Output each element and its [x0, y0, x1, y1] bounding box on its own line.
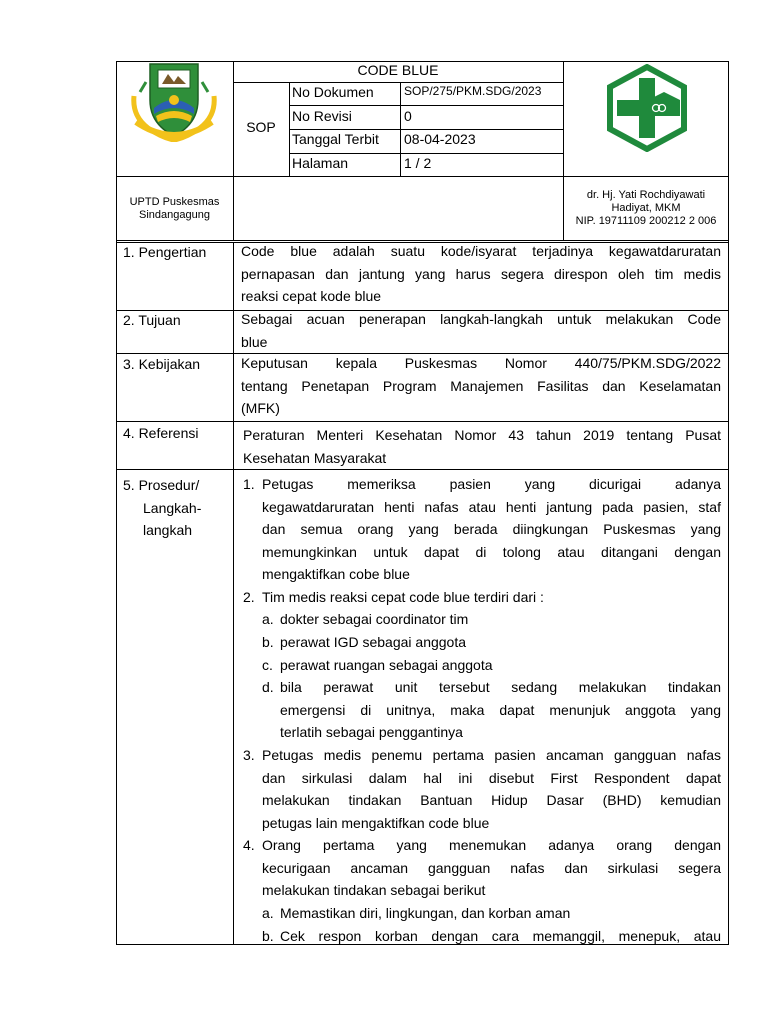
step-2d-text: bila perawat unit tersebut sedang melakukan tindakan emergensi di unitnya, maka dapat menunjuk anggota yang terlatih sebagai penggantinya [280, 679, 721, 740]
row-label-no-revisi: No Revisi [292, 108, 352, 124]
signer-name-line2: Hadiyat, MKM [611, 202, 681, 214]
step-4a-text: Memastikan diri, lingkungan, dan korban aman [280, 905, 571, 921]
section-text-tujuan: Sebagai acuan penerapan langkah-langkah untuk melakukan Code blue [241, 311, 721, 350]
substep-letter: a. [262, 611, 274, 627]
regency-emblem-icon [128, 62, 220, 142]
step-number: 2. [243, 589, 255, 605]
step-3-text: Petugas medis penemu pertama pasien ancaman gangguan nafas dan sirkulasi dalam hal ini disebut First Respondent dapat melakukan tindakan Bantuan Hidup Dasar (BHD) kemudian petugas lain mengaktifkan code blue [262, 747, 721, 831]
step-2a-text: dokter sebagai coordinator tim [280, 611, 469, 627]
section-label-prosedur-line1: 5. Prosedur/ [123, 477, 200, 493]
substep-letter: c. [262, 657, 273, 673]
signer-name-line1: dr. Hj. Yati Rochdiyawati [586, 189, 706, 201]
section-text-kebijakan: Keputusan kepala Puskesmas Nomor 440/75/PKM.SDG/2022 tentang Penetapan Program Manajemen Fasilitas dan Keselamatan (MFK) [241, 355, 721, 416]
sop-label: SOP [246, 119, 276, 135]
section-text-pengertian: Code blue adalah suatu kode/isyarat terjadinya kegawatdaruratan pernapasan dan jantung yang harus segera direspon oleh tim medis reaksi cepat kode blue [241, 243, 721, 304]
section-label-tujuan: 2. Tujuan [123, 312, 181, 328]
row-value-no-dokumen: SOP/275/PKM.SDG/2023 [404, 84, 542, 98]
section-text-referensi: Peraturan Menteri Kesehatan Nomor 43 tahun 2019 tentang Pusat Kesehatan Masyarakat [243, 427, 721, 466]
row-value-halaman: 1 / 2 [404, 155, 432, 171]
section-label-prosedur-line2: Langkah- [143, 500, 202, 516]
row-value-tanggal-terbit: 08-04-2023 [404, 131, 476, 147]
step-2-text: Tim medis reaksi cepat code blue terdiri dari : [262, 589, 544, 605]
section-label-referensi: 4. Referensi [123, 425, 199, 441]
row-label-tanggal-terbit: Tanggal Terbit [292, 131, 379, 147]
puskesmas-logo-icon [604, 64, 690, 152]
section-label-prosedur-line3: langkah [143, 522, 193, 538]
substep-letter: b. [262, 634, 274, 650]
row-value-no-revisi: 0 [404, 108, 412, 124]
row-label-no-dokumen: No Dokumen [292, 84, 374, 100]
step-number: 1. [243, 476, 255, 492]
section-label-kebijakan: 3. Kebijakan [123, 356, 201, 372]
step-1-text: Petugas memeriksa pasien yang dicurigai adanya kegawatdaruratan henti nafas atau henti jantung pada pasien, staf dan semua orang yang berada diingkungan Puskesmas yang memungkinkan untuk dapat di tolong atau ditangani dengan mengaktifkan cobe blue [262, 476, 721, 582]
step-number: 3. [243, 747, 255, 763]
step-2b-text: perawat IGD sebagai anggota [280, 634, 467, 650]
section-label-pengertian: 1. Pengertian [123, 244, 207, 260]
org-name-line2: Sindangagung [139, 209, 210, 221]
step-4b-text: Cek respon korban dengan cara memanggil, menepuk, atau [280, 928, 721, 944]
substep-letter: d. [262, 679, 274, 695]
document-title: CODE BLUE [357, 62, 439, 78]
step-4-text: Orang pertama yang menemukan adanya orang dengan kecurigaan ancaman gangguan nafas dan sirkulasi segera melakukan tindakan sebagai berikut [262, 837, 721, 898]
step-number: 4. [243, 837, 255, 853]
step-2c-text: perawat ruangan sebagai anggota [280, 657, 493, 673]
org-name-line1: UPTD Puskesmas [129, 196, 220, 208]
substep-letter: b. [262, 928, 274, 944]
substep-letter: a. [262, 905, 274, 921]
signer-nip: NIP. 19711109 200212 2 006 [575, 215, 717, 227]
row-label-halaman: Halaman [292, 155, 349, 171]
